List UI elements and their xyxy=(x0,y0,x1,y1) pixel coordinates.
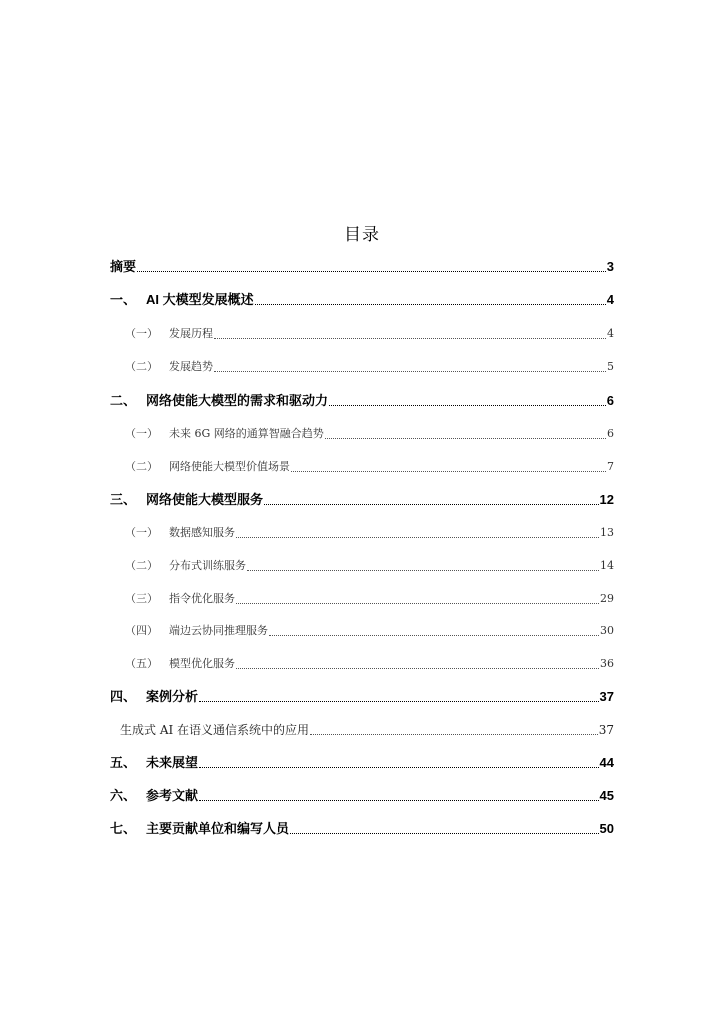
toc-entry-abstract[interactable] xyxy=(110,258,614,276)
toc-entry-number: 六、 xyxy=(110,788,137,803)
toc-entry-page: 50 xyxy=(599,821,614,836)
toc-entry-page: 12 xyxy=(599,492,614,507)
toc-leader-dots xyxy=(290,820,599,838)
toc-entry-number: （四） xyxy=(125,624,158,637)
toc-entry-section-3-2[interactable] xyxy=(125,557,614,575)
toc-leader-dots xyxy=(199,787,599,805)
toc-title: 目录 xyxy=(344,225,380,245)
toc-entry-number: （二） xyxy=(125,559,158,572)
toc-entry-section-2-2[interactable] xyxy=(125,458,614,476)
toc-leader-dots xyxy=(137,258,606,276)
toc-entry-number: （二） xyxy=(125,360,158,373)
toc-entry-label: 案例分析 xyxy=(146,689,199,704)
toc-entry-page: 5 xyxy=(607,360,614,373)
toc-entry-number: （三） xyxy=(125,592,158,605)
toc-entry-label: 摘要 xyxy=(110,259,137,274)
toc-entry-label: 发展趋势 xyxy=(169,360,213,373)
toc-entry-number: 一、 xyxy=(110,292,137,307)
toc-entry-section-1-2[interactable] xyxy=(125,358,614,376)
toc-entry-page: 6 xyxy=(606,393,614,408)
toc-entry-section-2-1[interactable] xyxy=(125,425,614,443)
toc-entry-section-3-5[interactable] xyxy=(125,655,614,673)
toc-entry-chapter-6[interactable] xyxy=(110,787,614,805)
toc-entry-page: 37 xyxy=(599,689,614,704)
toc-leader-dots xyxy=(329,392,606,410)
toc-entry-page: 4 xyxy=(607,327,614,340)
toc-entry-label: 参考文献 xyxy=(146,788,199,803)
toc-entry-label: 指令优化服务 xyxy=(169,592,235,605)
toc-entry-page: 44 xyxy=(599,755,614,770)
toc-entry-page: 14 xyxy=(600,559,614,572)
toc-entry-page: 30 xyxy=(600,624,614,637)
toc-leader-dots xyxy=(255,291,606,309)
toc-entry-chapter-4[interactable] xyxy=(110,688,614,706)
toc-entry-label: 未来 6G 网络的通算智融合趋势 xyxy=(169,427,324,440)
toc-leader-dots xyxy=(264,491,599,509)
toc-entry-label: 网络使能大模型服务 xyxy=(146,492,264,507)
toc-leader-dots xyxy=(199,754,599,772)
toc-entry-number: 四、 xyxy=(110,689,137,704)
toc-leader-dots xyxy=(236,524,599,542)
toc-entry-page: 36 xyxy=(600,657,614,670)
toc-entry-page: 3 xyxy=(606,259,614,274)
toc-leader-dots xyxy=(214,325,606,343)
toc-entry-label: 分布式训练服务 xyxy=(169,559,246,572)
toc-entry-section-3-3[interactable] xyxy=(125,590,614,608)
toc-entry-number: （五） xyxy=(125,657,158,670)
toc-entry-label: 模型优化服务 xyxy=(169,657,235,670)
toc-entry-label: 主要贡献单位和编写人员 xyxy=(146,821,290,836)
toc-entry-number: 七、 xyxy=(110,821,137,836)
toc-entry-label: 生成式 AI 在语义通信系统中的应用 xyxy=(120,723,310,737)
toc-entry-section-4-1[interactable] xyxy=(120,721,614,739)
toc-entry-number: 二、 xyxy=(110,393,137,408)
toc-entry-section-1-1[interactable] xyxy=(125,325,614,343)
toc-entry-page: 37 xyxy=(598,723,614,737)
toc-entry-chapter-5[interactable] xyxy=(110,754,614,772)
toc-entry-number: （二） xyxy=(125,460,158,473)
toc-entry-label: 发展历程 xyxy=(169,327,213,340)
toc-entry-chapter-2[interactable] xyxy=(110,392,614,410)
toc-entry-page: 29 xyxy=(600,592,614,605)
toc-entry-page: 4 xyxy=(606,292,614,307)
toc-entry-label: 未来展望 xyxy=(146,755,199,770)
toc-entry-chapter-1[interactable] xyxy=(110,291,614,309)
toc-entry-label: 网络使能大模型的需求和驱动力 xyxy=(146,393,329,408)
toc-entry-page: 13 xyxy=(600,526,614,539)
toc-entry-label: AI 大模型发展概述 xyxy=(146,292,254,307)
toc-entry-label: 端边云协同推理服务 xyxy=(169,624,268,637)
toc-leader-dots xyxy=(310,721,598,739)
toc-entry-number: 三、 xyxy=(110,492,137,507)
toc-leader-dots xyxy=(214,358,606,376)
toc-entry-page: 45 xyxy=(599,788,614,803)
toc-entry-number: （一） xyxy=(125,526,158,539)
toc-leader-dots xyxy=(269,622,599,640)
toc-entry-number: 五、 xyxy=(110,755,137,770)
toc-leader-dots xyxy=(325,425,606,443)
toc-entry-number: （一） xyxy=(125,327,158,340)
toc-entry-chapter-3[interactable] xyxy=(110,491,614,509)
toc-entry-label: 数据感知服务 xyxy=(169,526,235,539)
toc-entry-page: 7 xyxy=(607,460,614,473)
toc-entry-section-3-1[interactable] xyxy=(125,524,614,542)
toc-entry-chapter-7[interactable] xyxy=(110,820,614,838)
toc-leader-dots xyxy=(236,655,599,673)
toc-leader-dots xyxy=(247,557,599,575)
toc-entry-label: 网络使能大模型价值场景 xyxy=(169,460,290,473)
toc-entry-section-3-4[interactable] xyxy=(125,622,614,640)
toc-leader-dots xyxy=(291,458,606,476)
toc-leader-dots xyxy=(236,590,599,608)
toc-entry-page: 6 xyxy=(607,427,614,440)
toc-entry-number: （一） xyxy=(125,427,158,440)
toc-leader-dots xyxy=(199,688,599,706)
